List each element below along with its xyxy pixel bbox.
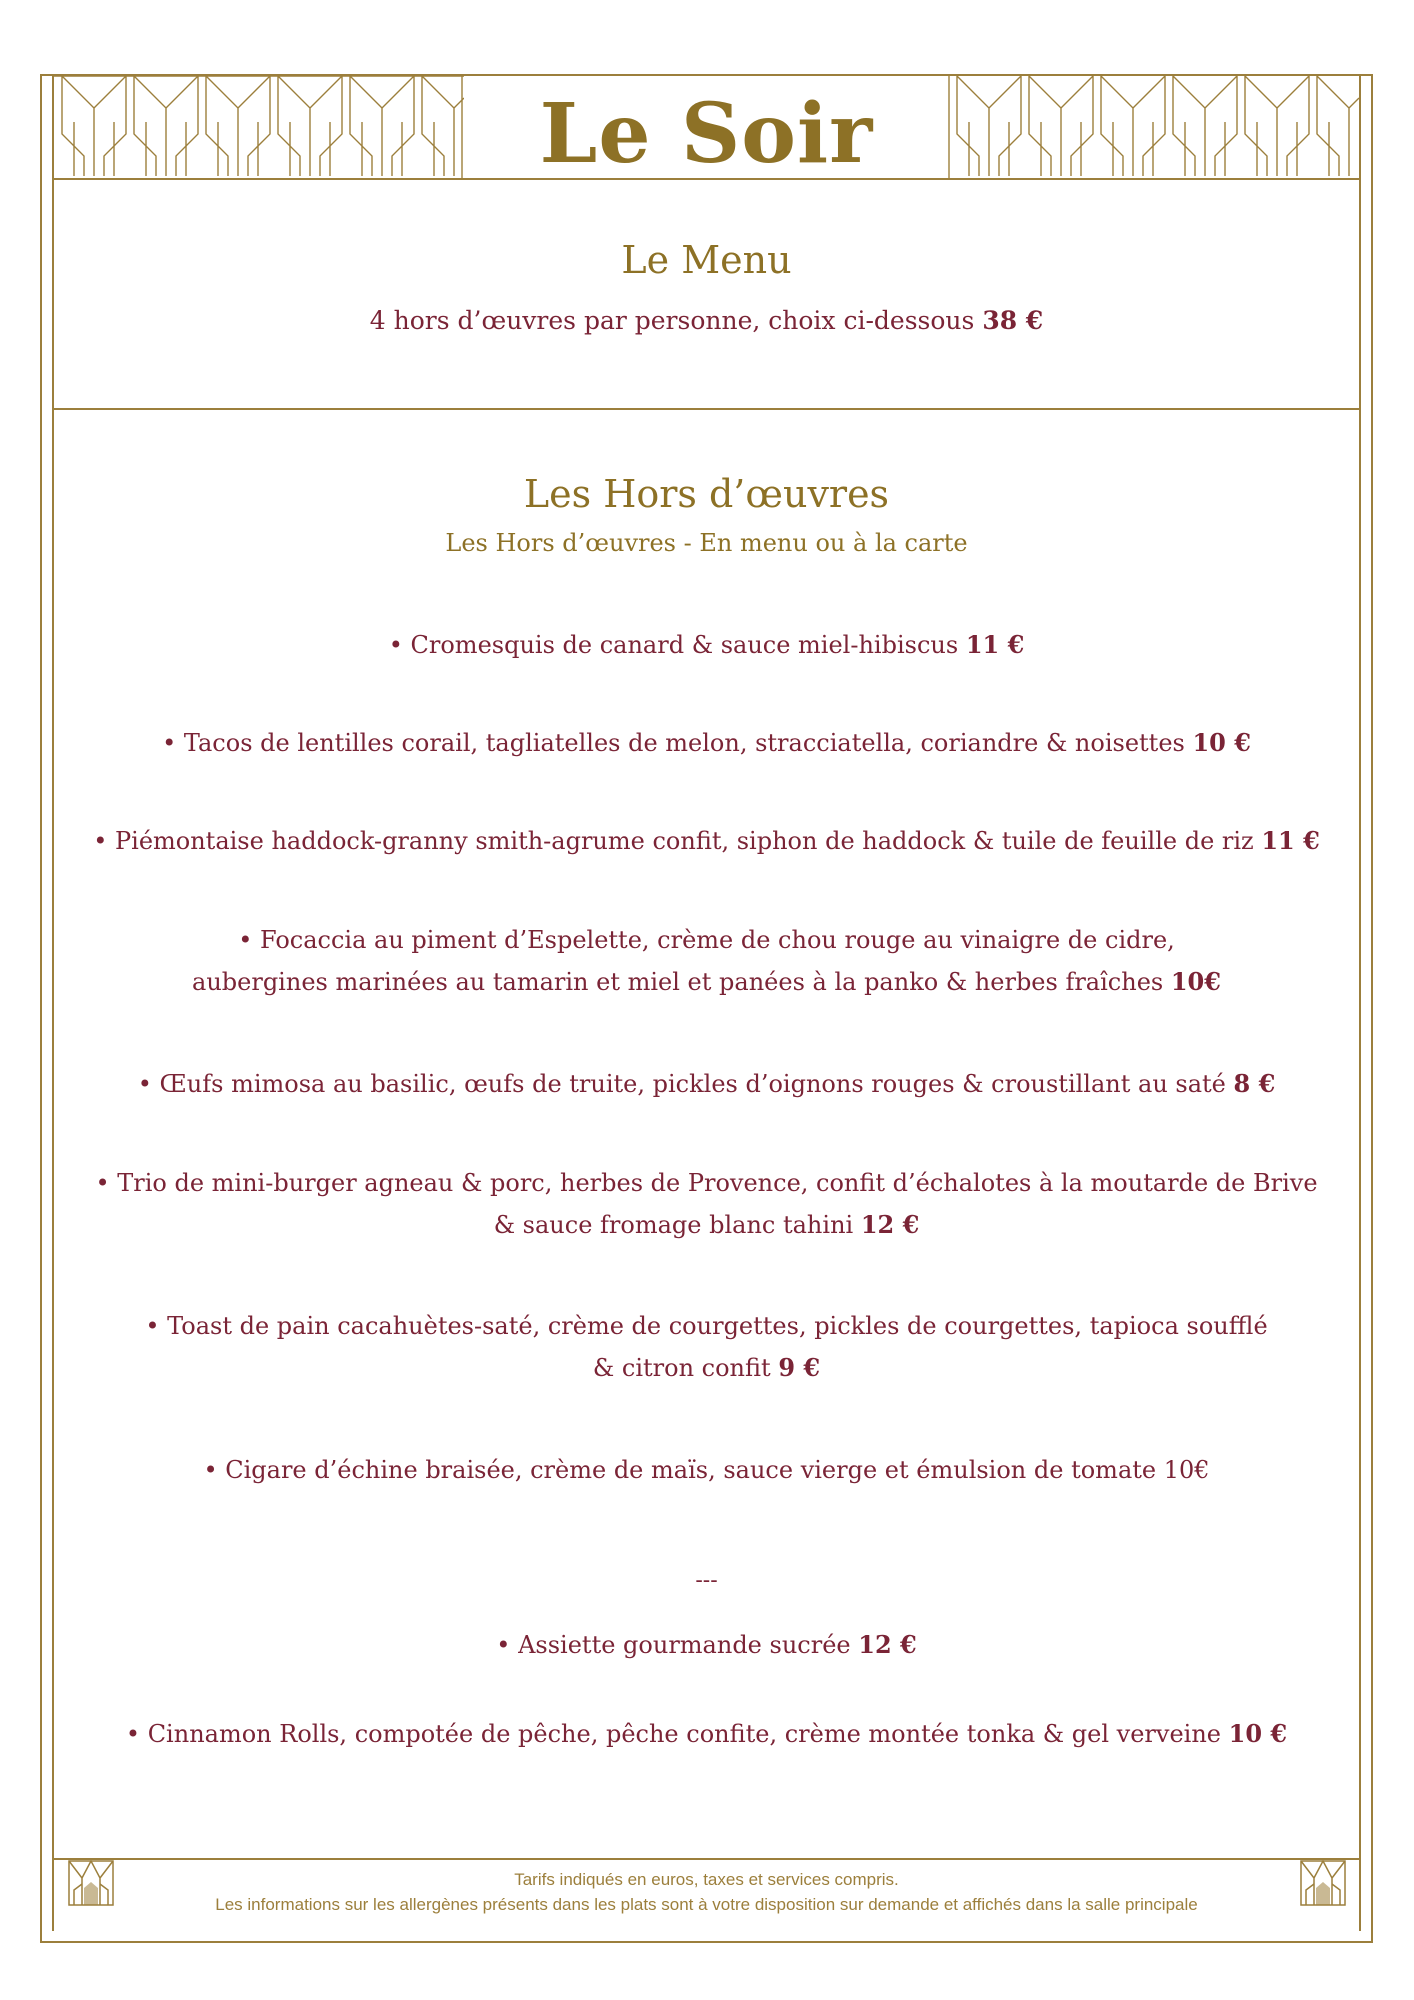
menu-item-text-continued: & citron confit xyxy=(592,1354,771,1382)
menu-item-text: • Piémontaise haddock-granny smith-agrume confit, siphon de haddock & tuile de feuille de riz xyxy=(93,827,1254,855)
menu-item-text: • Trio de mini-burger agneau & porc, herbes de Provence, confit d’échalotes à la moutarde de Brive xyxy=(95,1169,1318,1197)
hors-doeuvres-heading: Les Hors d’œuvres xyxy=(523,472,890,516)
menu-price: 38 € xyxy=(982,306,1044,335)
menu-item-text: • Œufs mimosa au basilic, œufs de truite, pickles d’oignons rouges & croustillant au saté xyxy=(137,1070,1226,1098)
menu-heading: Le Menu xyxy=(621,238,792,282)
menu-item-text: • Tacos de lentilles corail, tagliatelles de melon, stracciatella, coriandre & noisettes xyxy=(162,729,1185,757)
menu-description-text: 4 hors d’œuvres par personne, choix ci-dessous xyxy=(369,306,975,335)
footer-divider xyxy=(52,1858,1361,1860)
menu-item xyxy=(60,1305,1353,1389)
menu-item-line2 xyxy=(60,1347,1353,1389)
menu-item-price: 10 € xyxy=(1228,1719,1288,1748)
menu-item-price: 11 € xyxy=(1261,826,1320,855)
section-separator: --- xyxy=(695,1568,718,1593)
menu-item-text: • Assiette gourmande sucrée xyxy=(496,1631,851,1659)
menu-item-price: 8 € xyxy=(1233,1069,1276,1098)
menu-item xyxy=(60,722,1353,764)
menu-item-text: • Cromesquis de canard & sauce miel-hibiscus xyxy=(388,631,959,659)
menu-item-text: • Focaccia au piment d’Espelette, crème de chou rouge au vinaigre de cidre, xyxy=(238,926,1175,954)
hors-doeuvres-subtitle: Les Hors d’œuvres - En menu ou à la carte xyxy=(445,529,968,557)
menu-item-price: 12 € xyxy=(858,1630,917,1659)
dessert-item xyxy=(60,1624,1353,1666)
menu-item-line2 xyxy=(60,1204,1353,1246)
menu-item-price: 9 € xyxy=(778,1353,821,1382)
menu-item-text: • Cinnamon Rolls, compotée de pêche, pêche confite, crème montée tonka & gel verveine xyxy=(125,1720,1221,1748)
menu-item-price: 10€ xyxy=(1163,1456,1210,1484)
menu-item-text: • Toast de pain cacahuètes-saté, crème de courgettes, pickles de courgettes, tapioca soufflé xyxy=(145,1312,1268,1340)
menu-item-price: 10€ xyxy=(1170,967,1221,996)
menu-item xyxy=(60,1063,1353,1105)
footer-pricing-note: Tarifs indiqués en euros, taxes et services compris. xyxy=(514,1870,899,1889)
footer-allergen-note: Les informations sur les allergènes présents dans les plats sont à votre disposition sur demande et affichés dans la salle principale xyxy=(215,1895,1198,1914)
menu-item xyxy=(60,1449,1353,1491)
menu-item-price: 12 € xyxy=(860,1210,920,1239)
menu-item-price: 11 € xyxy=(965,630,1025,659)
menu-item-price: 10 € xyxy=(1192,728,1251,757)
menu-description xyxy=(52,304,1361,338)
menu-item xyxy=(60,624,1353,666)
menu-item-text-continued: & sauce fromage blanc tahini xyxy=(493,1211,854,1239)
menu-item-text-continued: aubergines marinées au tamarin et miel et panées à la panko & herbes fraîches xyxy=(192,968,1164,996)
menu-item-text: • Cigare d’échine braisée, crème de maïs, sauce vierge et émulsion de tomate xyxy=(203,1456,1157,1484)
menu-item xyxy=(60,919,1353,1003)
menu-divider xyxy=(52,408,1361,410)
restaurant-title: Le Soir xyxy=(539,86,874,182)
menu-item xyxy=(60,1162,1353,1246)
menu-item-line2 xyxy=(60,961,1353,1003)
menu-item xyxy=(60,820,1353,862)
dessert-item xyxy=(60,1713,1353,1755)
